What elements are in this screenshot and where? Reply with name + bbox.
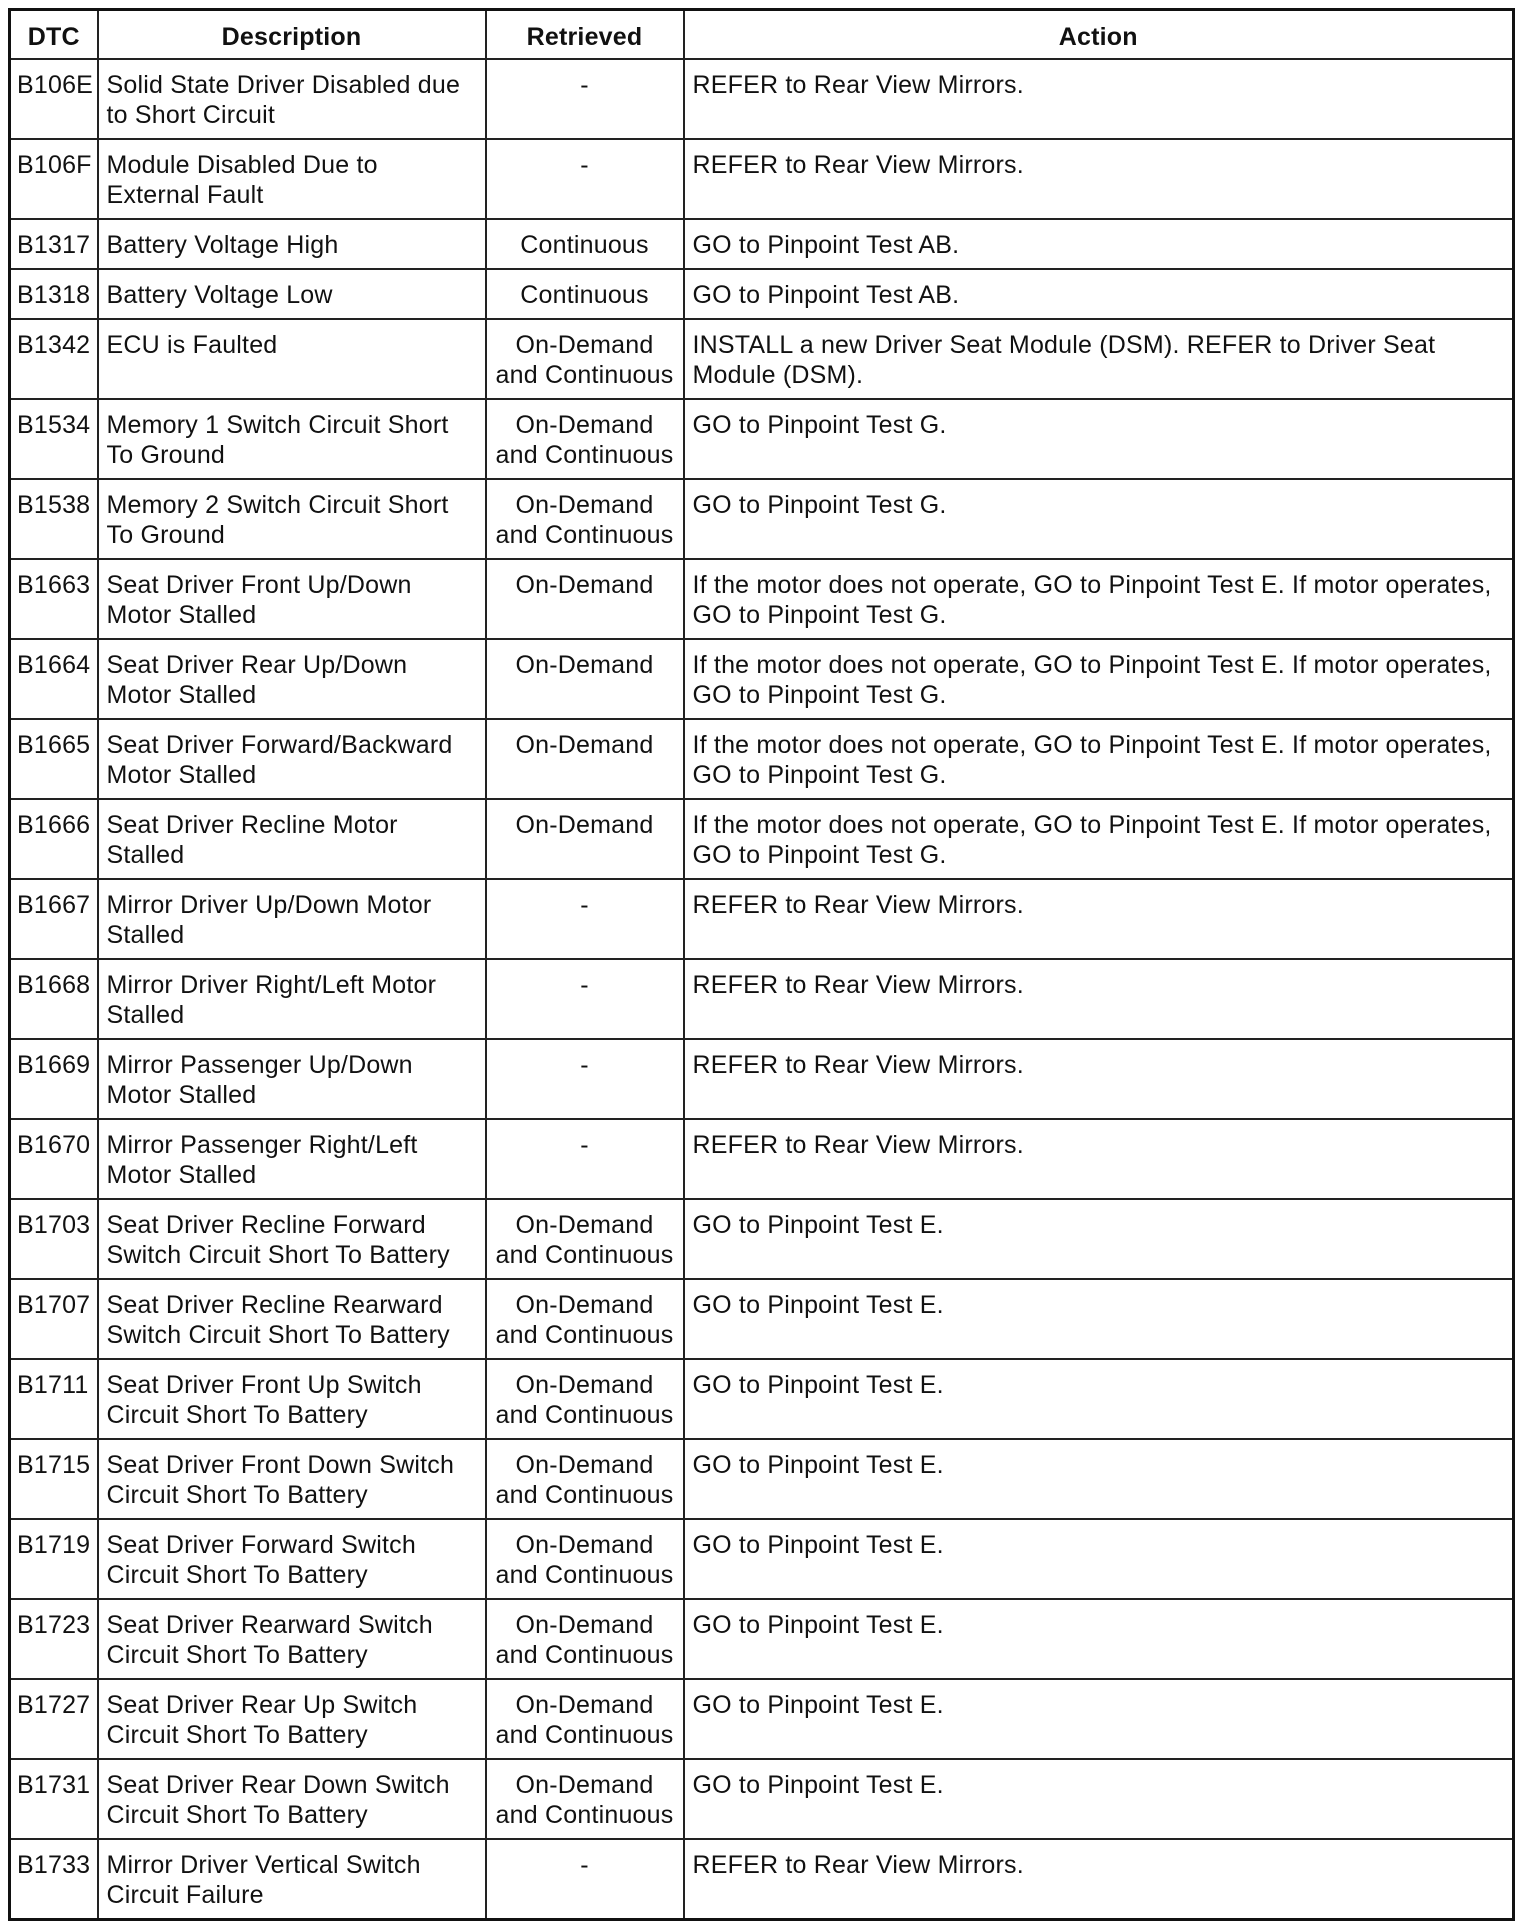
cell-action: REFER to Rear View Mirrors. (684, 879, 1514, 959)
table-row (10, 1279, 1514, 1359)
cell-retrieved: - (486, 959, 684, 1039)
table-row (10, 1599, 1514, 1679)
cell-dtc: B1664 (10, 639, 98, 719)
cell-description: ECU is Faulted (98, 319, 486, 399)
cell-action: GO to Pinpoint Test E. (684, 1199, 1514, 1279)
cell-retrieved: On-Demand (486, 799, 684, 879)
table-row (10, 219, 1514, 269)
table-row (10, 1519, 1514, 1599)
cell-action: GO to Pinpoint Test E. (684, 1279, 1514, 1359)
cell-retrieved: On-Demand and Continuous (486, 479, 684, 559)
cell-description: Seat Driver Forward/Backward Motor Stalled (98, 719, 486, 799)
cell-dtc: B1731 (10, 1759, 98, 1839)
cell-retrieved: On-Demand and Continuous (486, 1599, 684, 1679)
cell-description: Memory 2 Switch Circuit Short To Ground (98, 479, 486, 559)
table-row (10, 959, 1514, 1039)
header-description: Description (98, 10, 486, 60)
cell-dtc: B1733 (10, 1839, 98, 1920)
cell-action: GO to Pinpoint Test E. (684, 1759, 1514, 1839)
cell-action: GO to Pinpoint Test AB. (684, 219, 1514, 269)
cell-description: Battery Voltage High (98, 219, 486, 269)
cell-description: Mirror Passenger Up/Down Motor Stalled (98, 1039, 486, 1119)
cell-action: REFER to Rear View Mirrors. (684, 1039, 1514, 1119)
cell-action: If the motor does not operate, GO to Pinpoint Test E. If motor operates, GO to Pinpoint Test G. (684, 799, 1514, 879)
cell-description: Mirror Driver Right/Left Motor Stalled (98, 959, 486, 1039)
cell-dtc: B106E (10, 59, 98, 139)
cell-description: Seat Driver Front Down Switch Circuit Short To Battery (98, 1439, 486, 1519)
table-row (10, 59, 1514, 139)
cell-retrieved: - (486, 59, 684, 139)
cell-action: REFER to Rear View Mirrors. (684, 1839, 1514, 1920)
cell-dtc: B1534 (10, 399, 98, 479)
cell-description: Battery Voltage Low (98, 269, 486, 319)
cell-action: GO to Pinpoint Test E. (684, 1439, 1514, 1519)
cell-retrieved: On-Demand and Continuous (486, 1279, 684, 1359)
table-row (10, 1759, 1514, 1839)
cell-retrieved: On-Demand and Continuous (486, 1359, 684, 1439)
table-row (10, 559, 1514, 639)
cell-action: GO to Pinpoint Test E. (684, 1599, 1514, 1679)
table-row (10, 1039, 1514, 1119)
cell-retrieved: On-Demand and Continuous (486, 1519, 684, 1599)
table-row (10, 1119, 1514, 1199)
cell-retrieved: On-Demand and Continuous (486, 1439, 684, 1519)
cell-dtc: B1663 (10, 559, 98, 639)
cell-retrieved: On-Demand and Continuous (486, 319, 684, 399)
cell-action: GO to Pinpoint Test E. (684, 1359, 1514, 1439)
cell-dtc: B1318 (10, 269, 98, 319)
table-row (10, 1679, 1514, 1759)
cell-dtc: B1715 (10, 1439, 98, 1519)
cell-dtc: B1668 (10, 959, 98, 1039)
table-row (10, 719, 1514, 799)
table-row (10, 879, 1514, 959)
cell-dtc: B1538 (10, 479, 98, 559)
cell-action: GO to Pinpoint Test E. (684, 1519, 1514, 1599)
table-row (10, 1839, 1514, 1920)
cell-action: If the motor does not operate, GO to Pinpoint Test E. If motor operates, GO to Pinpoint Test G. (684, 639, 1514, 719)
cell-retrieved: On-Demand and Continuous (486, 1679, 684, 1759)
cell-action: REFER to Rear View Mirrors. (684, 1119, 1514, 1199)
table-row (10, 799, 1514, 879)
cell-retrieved: On-Demand (486, 639, 684, 719)
cell-description: Module Disabled Due to External Fault (98, 139, 486, 219)
cell-action: GO to Pinpoint Test E. (684, 1679, 1514, 1759)
cell-description: Mirror Driver Vertical Switch Circuit Failure (98, 1839, 486, 1920)
cell-action: GO to Pinpoint Test G. (684, 479, 1514, 559)
header-dtc: DTC (10, 10, 98, 60)
cell-description: Mirror Driver Up/Down Motor Stalled (98, 879, 486, 959)
cell-action: INSTALL a new Driver Seat Module (DSM). REFER to Driver Seat Module (DSM). (684, 319, 1514, 399)
cell-description: Seat Driver Recline Forward Switch Circuit Short To Battery (98, 1199, 486, 1279)
cell-dtc: B1317 (10, 219, 98, 269)
cell-description: Solid State Driver Disabled due to Short Circuit (98, 59, 486, 139)
table-row (10, 639, 1514, 719)
table-row (10, 319, 1514, 399)
cell-action: GO to Pinpoint Test G. (684, 399, 1514, 479)
cell-action: REFER to Rear View Mirrors. (684, 139, 1514, 219)
cell-retrieved: On-Demand and Continuous (486, 1759, 684, 1839)
cell-retrieved: - (486, 139, 684, 219)
cell-dtc: B1666 (10, 799, 98, 879)
cell-action: GO to Pinpoint Test AB. (684, 269, 1514, 319)
cell-retrieved: - (486, 879, 684, 959)
cell-retrieved: - (486, 1119, 684, 1199)
cell-dtc: B1719 (10, 1519, 98, 1599)
cell-retrieved: Continuous (486, 219, 684, 269)
cell-retrieved: On-Demand (486, 719, 684, 799)
cell-retrieved: - (486, 1039, 684, 1119)
table-body (10, 59, 1514, 1920)
cell-action: If the motor does not operate, GO to Pinpoint Test E. If motor operates, GO to Pinpoint Test G. (684, 559, 1514, 639)
cell-dtc: B1342 (10, 319, 98, 399)
cell-dtc: B1723 (10, 1599, 98, 1679)
cell-description: Seat Driver Forward Switch Circuit Short To Battery (98, 1519, 486, 1599)
table-header-row (10, 10, 1514, 60)
cell-retrieved: On-Demand and Continuous (486, 1199, 684, 1279)
cell-description: Seat Driver Front Up/Down Motor Stalled (98, 559, 486, 639)
cell-description: Memory 1 Switch Circuit Short To Ground (98, 399, 486, 479)
cell-retrieved: On-Demand (486, 559, 684, 639)
table-row (10, 1439, 1514, 1519)
cell-dtc: B1670 (10, 1119, 98, 1199)
cell-action: REFER to Rear View Mirrors. (684, 959, 1514, 1039)
cell-dtc: B1665 (10, 719, 98, 799)
cell-description: Seat Driver Rear Down Switch Circuit Short To Battery (98, 1759, 486, 1839)
cell-retrieved: On-Demand and Continuous (486, 399, 684, 479)
cell-description: Seat Driver Recline Rearward Switch Circuit Short To Battery (98, 1279, 486, 1359)
cell-description: Seat Driver Recline Motor Stalled (98, 799, 486, 879)
cell-dtc: B1727 (10, 1679, 98, 1759)
cell-dtc: B106F (10, 139, 98, 219)
table-row (10, 399, 1514, 479)
cell-dtc: B1667 (10, 879, 98, 959)
table-row (10, 269, 1514, 319)
cell-dtc: B1711 (10, 1359, 98, 1439)
cell-retrieved: - (486, 1839, 684, 1920)
cell-action: If the motor does not operate, GO to Pinpoint Test E. If motor operates, GO to Pinpoint Test G. (684, 719, 1514, 799)
dtc-table (8, 8, 1515, 1921)
cell-dtc: B1703 (10, 1199, 98, 1279)
table-row (10, 1199, 1514, 1279)
cell-dtc: B1707 (10, 1279, 98, 1359)
cell-retrieved: Continuous (486, 269, 684, 319)
cell-description: Seat Driver Rear Up/Down Motor Stalled (98, 639, 486, 719)
cell-description: Seat Driver Front Up Switch Circuit Short To Battery (98, 1359, 486, 1439)
cell-description: Seat Driver Rearward Switch Circuit Short To Battery (98, 1599, 486, 1679)
table-row (10, 1359, 1514, 1439)
cell-action: REFER to Rear View Mirrors. (684, 59, 1514, 139)
header-action: Action (684, 10, 1514, 60)
cell-description: Mirror Passenger Right/Left Motor Stalled (98, 1119, 486, 1199)
table-row (10, 139, 1514, 219)
cell-dtc: B1669 (10, 1039, 98, 1119)
table-row (10, 479, 1514, 559)
header-retrieved: Retrieved (486, 10, 684, 60)
cell-description: Seat Driver Rear Up Switch Circuit Short To Battery (98, 1679, 486, 1759)
